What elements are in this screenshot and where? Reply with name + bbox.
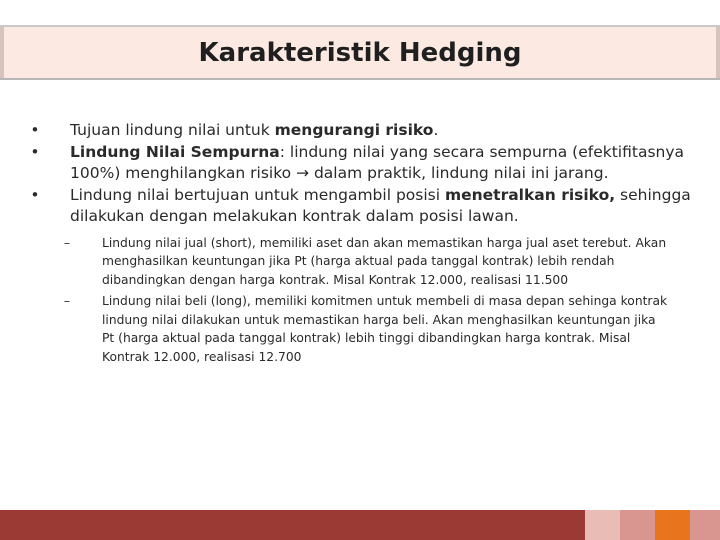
title-left-rule bbox=[0, 27, 4, 78]
bullet-marker: • bbox=[30, 142, 40, 161]
sub-bullet-text: Lindung nilai jual (short), memiliki aset dan akan memastikan harga jual aset terebut. Akan menghasilkan keuntungan jika Pt (harga aktual pada tanggal kontrak) lebih rendah dibandingkan dengan harga kontrak. Misal Kontrak 12.000, realisasi 11.500 bbox=[102, 235, 667, 287]
bullet-text-pre: Tujuan lindung nilai untuk bbox=[70, 121, 275, 139]
bullet-marker: • bbox=[30, 185, 40, 204]
bullet-text-bold: Lindung Nilai Sempurna bbox=[70, 142, 280, 161]
footer-segment-medium bbox=[620, 510, 655, 540]
sub-bullet-item bbox=[60, 292, 670, 366]
sub-bullet-text: Lindung nilai beli (long), memiliki komitmen untuk membeli di masa depan sehinga kontrak lindung nilai dilakukan untuk memastikan harga beli. Akan menghasilkan keuntungan jika Pt (harga aktual pada tanggal kontrak) lebih tinggi dibandingkan harga kontrak. Misal Kontrak 12.000, realisasi 12.700 bbox=[102, 294, 668, 364]
bullet-text-post: . bbox=[433, 121, 439, 139]
footer-segment-end bbox=[690, 510, 720, 540]
slide-title: Karakteristik Hedging bbox=[198, 37, 522, 68]
sub-bullet-marker: – bbox=[63, 294, 71, 308]
footer-segment-dark bbox=[0, 510, 585, 540]
bullet-text-bold: menetralkan risiko, bbox=[444, 185, 616, 204]
sub-bullet-marker: – bbox=[63, 235, 71, 250]
slide-content bbox=[28, 120, 698, 369]
footer-segment-orange bbox=[655, 510, 690, 540]
footer-bar bbox=[0, 510, 720, 540]
bullet-list bbox=[28, 120, 698, 228]
bullet-text-post: sehingga dilakukan dengan melakukan kontrak dalam posisi lawan. bbox=[70, 185, 691, 225]
bullet-text-bold: mengurangi risiko bbox=[274, 121, 434, 139]
bullet-marker: • bbox=[30, 121, 40, 139]
bullet-text-pre: Lindung nilai bertujuan untuk mengambil posisi bbox=[70, 185, 445, 204]
sub-bullet-item bbox=[60, 234, 670, 290]
title-bar bbox=[0, 25, 720, 80]
bullet-item bbox=[28, 185, 698, 228]
bullet-item bbox=[28, 120, 698, 142]
sub-bullet-list bbox=[60, 234, 670, 367]
bullet-item bbox=[28, 142, 698, 185]
footer-segment-light bbox=[585, 510, 620, 540]
title-right-rule bbox=[716, 27, 720, 78]
bullet-text-post: : lindung nilai yang secara sempurna (efektifitasnya 100%) menghilangkan risiko → dalam praktik, lindung nilai ini jarang. bbox=[70, 142, 685, 182]
